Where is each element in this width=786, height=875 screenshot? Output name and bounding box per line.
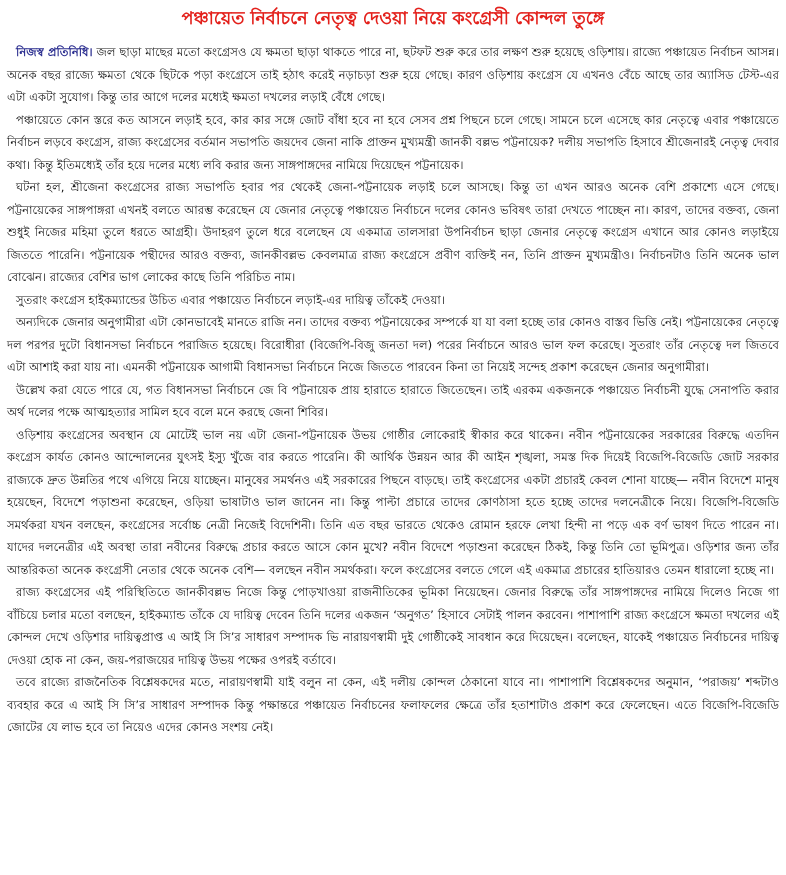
article-paragraph: উল্লেখ করা যেতে পারে যে, গত বিধানসভা নির্বাচনে জে বি পট্টনায়েক প্রায় হারাতে হারাতে জিতেছেন। তাই এরকম একজনকে পঞ্চায়েত নির্বাচনী যুদ্ধে সেনাপতি করার অর্থ দলের পক্ষে আত্মহত্যার সামিল হবে বলে মনে করছে জেনা শিবির।: [7, 382, 779, 419]
article-paragraph: তবে রাজ্যে রাজনৈতিক বিশ্লেষকদের মতে, নারায়ণস্বামী যাই বলুন না কেন, এই দলীয় কোন্দল ঠেকানো যাবে না। পাশাপাশি বিশ্লেষকদের অনুমান, ‘পরাজয়’ শব্দটাও ব্যবহার করে এ আই সি সি’র সাধারণ সম্পাদক কিন্তু পক্ষান্তরে পঞ্চায়েত নির্বাচনের ফলাফলের ক্ষেত্রে তাঁর হতাশাটাও প্রকাশ করে ফেলেছেন। এতে বিজেপি-বিজেডি জোটের যে লাভ হবে তা নিয়েও এদের কোনও সংশয় নেই।: [7, 675, 779, 734]
article-paragraph: সুতরাং কংগ্রেস হাইকম্যান্ডের উচিত এবার পঞ্চায়েত নির্বাচনে লড়াই-এর দায়িত্ব তাঁকেই দেওয়া।: [16, 292, 445, 307]
article-paragraph: পঞ্চায়েতে কোন স্তরে কত আসনে লড়াই হবে, কার কার সঙ্গে জোট বাঁধা হবে না হবে সেসব প্রশ্ন পিছনে চলে গেছে। সামনে চলে এসেছে কার নেতৃত্বে এবার পঞ্চায়েতে নির্বাচন লড়বে কংগ্রেস, রাজ্য কংগ্রেসের বর্তমান সভাপতি জয়দেব জেনা নাকি প্রাক্তন মুখ্যমন্ত্রী জানকী বল্লভ পট্টনায়েক? দলীয় সভাপতি হিসাবে শ্রীজেনারই নেতৃত্ব দেবার কথা। কিন্তু ইতিমধ্যেই তাঁর হয়ে দলের মধ্যে লবি করার জন্য সাঙ্গপাঙ্গদের নামিয়ে দিয়েছেন পট্টনায়েক।: [7, 112, 779, 172]
article-paragraph: [7, 41, 779, 109]
article-paragraph: ঘটনা হল, শ্রীজেনা কংগ্রেসের রাজ্য সভাপতি হবার পর থেকেই জেনা-পট্টনায়েক লড়াই চলে আসছে। কিন্তু তা এখন আরও অনেক বেশি প্রকাশ্যে এসে গেছে। পট্টনায়েকের সাঙ্গপাঙ্গরা এখনই বলতে আরম্ভ করেছেন যে জেনার নেতৃত্বে পঞ্চায়েত নির্বাচনে দলের কোনও ভবিষৎ তারা দেখতে পাচ্ছেন না। কারণ, তাদের বক্তব্য, জেনা শুধুই নিজের মহিমা তুলে ধরতে আগ্রহী। উদাহরণ তুলে ধরে বলেছেন যে একমাত্র তালসারা উপনির্বাচন ছাড়া জেনার নেতৃত্বে কংগ্রেস এখানে আর কোনও লড়াইয়ে জিততে পারেনি। পট্টনায়েক পন্থীদের আরও বক্তব্য, জানকীবল্লভ কেবলমাত্র রাজ্য কংগ্রেসে প্রবীণ ব্যক্তিই নন, তিনি প্রাক্তন মুখ্যমন্ত্রীও। নির্বাচনটাও তিনি অনেক ভাল বোঝেন। রাজ্যের বেশির ভাগ লোকের কাছে তিনি পরিচিত নাম।: [7, 180, 779, 284]
paragraph-text: জল ছাড়া মাছের মতো কংগ্রেসও যে ক্ষমতা ছাড়া থাকতে পারে না, ছটফট শুরু করে তার লক্ষণ শুরু হয়েছে ওড়িশায়। রাজ্যে পঞ্চায়েত নির্বাচন আসন্ন। অনেক বছর রাজ্যে ক্ষমতা থেকে ছিটকে পড়া কংগ্রেসে তাই হঠাৎ করেই নড়াচড়া শুরু হয়ে গেছে। কারণ ওড়িশায় কংগ্রেস যে এখনও বেঁচে আছে তার অ্যাসিড টেস্ট-এর এটা একটা সুযোগ। কিন্তু তার আগে দলের মধ্যেই ক্ষমতা দখলের লড়াই বেঁধে গেছে।: [7, 45, 779, 104]
article-paragraph: ওড়িশায় কংগ্রেসের অবস্থান যে মোটেই ভাল নয় এটা জেনা-পট্টনায়েক উভয় গোষ্ঠীর লোকেরাই স্বীকার করে থাকেন। নবীন পট্টনায়েকের সরকারের বিরুদ্ধে এতদিন কংগ্রেস কার্যত কোনও আন্দোলনের যুৎসই ইস্যু খুঁজে বার করতে পারেনি। কী আর্থিক উন্নয়ন আর কী আইন শৃঙ্খলা, সমস্ত দিক দিয়েই বিজেপি-বিজেডি জোট সরকার রাজ্যকে দ্রুত উন্নতির পথে এগিয়ে নিয়ে যাচ্ছেন। মানুষের সমর্থনও এই সরকারের পিছনে বাড়ছে। তাই কংগ্রেসের একটা প্রচারই কেবল শোনা যাচ্ছে— নবীন বিদেশে মানুষ হয়েছেন, বিদেশে পড়াশুনা করেছেন, ওড়িয়া ভাষাটাও ভাল জানেন না। কিন্তু পাল্টা প্রচারে তাদের কোণঠাসা হতে হচ্ছে তাদের দলনেত্রীকে নিয়ে। বিজেপি-বিজেডি সমর্থকরা যখন বলছেন, কংগ্রেসের সর্বোচ্চ নেত্রী নিজেই বিদেশিনী। তিনি এত বছর ভারতে থেকেও রোমান হরফে লেখা হিন্দী না পড়ে এক বর্ণ ভাষণ দিতে পারেন না। যাদের দলনেত্রীর এই অবস্থা তারা নবীনের বিরুদ্ধে প্রচার করতে আসে কোন মুখে? নবীন বিদেশে পড়াশুনা করেছেন ঠিকই, কিন্তু তিনি তো ভূমিপুত্র। ওড়িশার জন্য তাঁর আন্তরিকতা অনেক কংগ্রেসী নেতার থেকে অনেক বেশি— বলছেন নবীন সমর্থকরা। ফলে কংগ্রেসের বলতে গেলে এই একমাত্র প্রচারের হাতিয়ারও তেমন ধারালো হচ্ছে না।: [7, 427, 779, 577]
headline: পঞ্চায়েত নির্বাচনে নেতৃত্ব দেওয়া নিয়ে কংগ্রেসী কোন্দল তুঙ্গে: [181, 9, 605, 29]
article-paragraph: রাজ্য কংগ্রেসের এই পরিস্থিতিতে জানকীবল্লভ নিজে কিন্তু পোড়খাওয়া রাজনীতিকের ভূমিকা নিয়েছেন। জেনার বিরুদ্ধে তাঁর সাঙ্গপাঙ্গদের নামিয়ে দিলেও নিজে গা বাঁচিয়ে চলার মতো বলছেন, হাইকম্যান্ড তাঁকে যে দায়িত্ব দেবেন তিনি দলের একজন ‘অনুগত’ হিসাবে সেটাই পালন করবেন। পাশাপাশি রাজ্য কংগ্রেসে ক্ষমতা দখলের এই কোন্দল দেখে ওড়িশার দায়িত্বপ্রাপ্ত এ আই সি সি’র সাধারণ সম্পাদক ভি নারায়ণস্বামী দুই গোষ্ঠীকেই সাবধান করে দিয়েছেন। বলেছেন, যাকেই পঞ্চায়েত নির্বাচনের দায়িত্ব দেওয়া হোক না কেন, জয়-পরাজয়ের দায়িত্ব উভয় পক্ষের ওপরই বর্তাবে।: [7, 585, 779, 667]
byline: নিজস্ব প্রতিনিধি।: [16, 45, 93, 59]
article-paragraph: অন্যদিকে জেনার অনুগামীরা এটা কোনভাবেই মানতে রাজি নন। তাদের বক্তব্য পট্টনায়েকের সম্পর্কে যা যা বলা হচ্ছে তার কোনও বাস্তব ভিত্তি নেই। পট্টনায়েকের নেতৃত্বে দল পরপর দুটো বিধানসভা নির্বাচনে পরাজিত হয়েছে। বিরোধীরা (বিজেপি-বিজু জনতা দল) পরের নির্বাচনে আরও ভাল ফল করেছে। সুতরাং তাঁর নেতৃত্বে দল জিতবে এটা আশাই করা যায় না। এমনকী পট্টনায়েক আগামী বিধানসভা নির্বাচনে নিজে জিততে পারবেন কিনা তা নিয়েই সন্দেহ প্রকাশ করেছেন জেনার অনুগামীরা।: [7, 315, 779, 374]
article-body: [7, 41, 779, 739]
